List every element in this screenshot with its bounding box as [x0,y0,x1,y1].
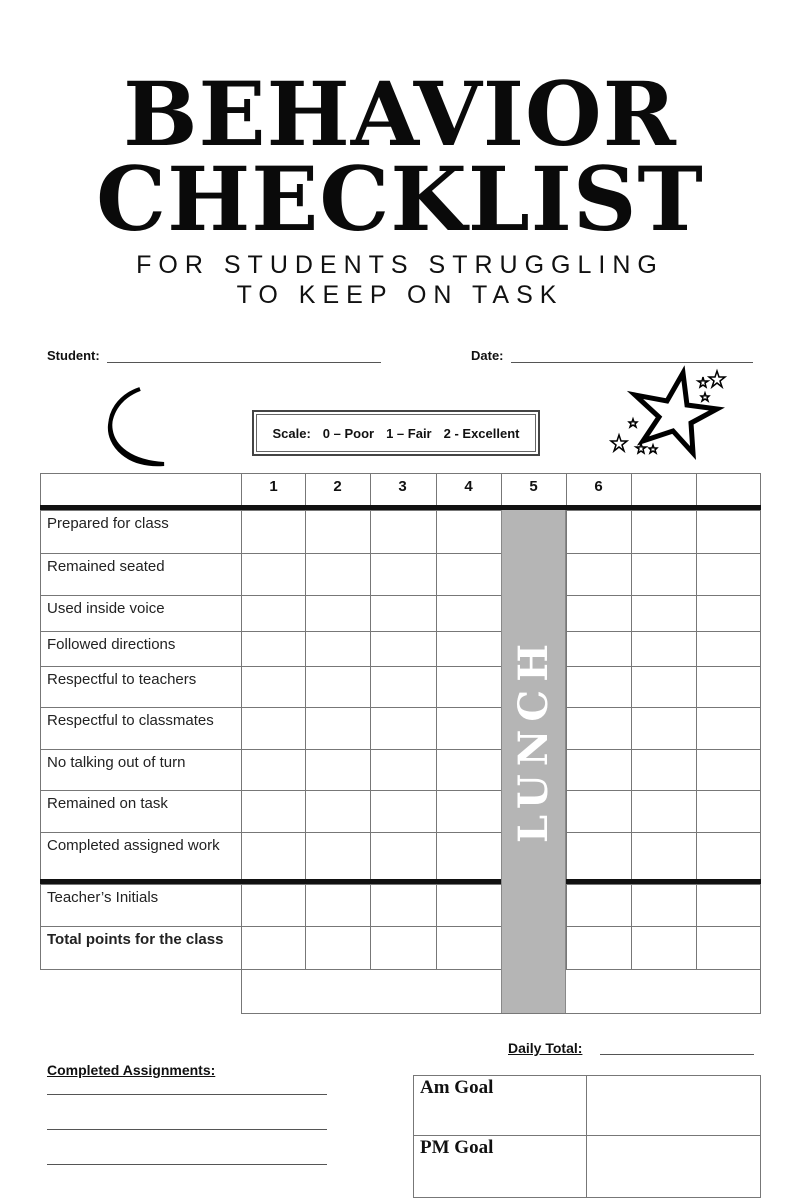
score-cell[interactable] [566,631,632,667]
date-label: Date: [471,348,504,363]
score-cell[interactable] [241,832,306,883]
initials-cell[interactable] [631,884,697,927]
date-field[interactable] [511,362,753,363]
column-header: 4 [464,478,473,495]
score-cell[interactable] [241,749,306,791]
score-cell[interactable] [370,631,437,667]
score-cell[interactable] [436,631,502,667]
score-cell[interactable] [305,832,371,883]
score-cell[interactable] [696,595,761,632]
scale-fair: 1 – Fair [386,425,432,441]
title-line-2: CHECKLIST [96,147,704,251]
score-cell[interactable] [241,707,306,750]
moon-icon [88,385,173,470]
score-cell[interactable] [631,790,697,833]
column-header: 1 [269,478,278,495]
am-goal-label: Am Goal [420,1077,494,1098]
initials-cell[interactable] [305,884,371,927]
score-cell[interactable] [241,595,306,632]
score-cell[interactable] [566,832,632,883]
header-cell [631,473,697,509]
behavior-label: Remained seated [47,558,165,575]
behavior-label: Completed assigned work [47,837,220,854]
behavior-label: Used inside voice [47,600,165,617]
score-cell[interactable] [566,790,632,833]
scale-label: Scale: [272,425,311,441]
behavior-label: Remained on task [47,795,168,812]
student-label: Student: [47,348,100,363]
score-cell[interactable] [631,666,697,708]
score-cell[interactable] [631,595,697,632]
score-cell[interactable] [696,749,761,791]
score-cell[interactable] [696,790,761,833]
score-cell[interactable] [305,790,371,833]
score-cell[interactable] [305,510,371,554]
lunch-label: LUNCH [510,636,557,844]
score-cell[interactable] [696,631,761,667]
total-cell[interactable] [305,926,371,970]
score-cell[interactable] [696,707,761,750]
am-goal-input[interactable] [586,1075,761,1136]
score-cell[interactable] [305,666,371,708]
score-cell[interactable] [241,666,306,708]
teacher-initials-label: Teacher’s Initials [47,889,159,906]
star-icon [605,365,735,460]
scale-excellent: 2 - Excellent [443,425,520,441]
score-cell[interactable] [305,707,371,750]
initials-cell[interactable] [566,884,632,927]
score-cell[interactable] [436,510,502,554]
total-cell[interactable] [566,926,632,970]
score-cell[interactable] [370,510,437,554]
initials-cell[interactable] [241,884,306,927]
initials-cell[interactable] [696,884,761,927]
header-blank-cell [40,473,242,509]
score-cell[interactable] [436,553,502,596]
score-cell[interactable] [566,595,632,632]
score-cell[interactable] [436,832,502,883]
score-cell[interactable] [370,553,437,596]
daily-total-field[interactable] [600,1054,754,1055]
assignment-line[interactable] [47,1129,327,1130]
column-header: 5 [529,478,538,495]
total-cell[interactable] [436,926,502,970]
score-cell[interactable] [436,666,502,708]
score-cell[interactable] [436,707,502,750]
title-line-1: BEHAVIOR [123,62,677,166]
footer-divider-right [566,879,761,884]
total-cell[interactable] [370,926,437,970]
score-cell[interactable] [566,510,632,554]
pm-goal-input[interactable] [586,1135,761,1198]
initials-cell[interactable] [370,884,437,927]
score-cell[interactable] [631,749,697,791]
score-cell[interactable] [370,707,437,750]
footer-divider-left [40,879,501,884]
score-cell[interactable] [370,832,437,883]
score-cell[interactable] [631,832,697,883]
score-cell[interactable] [566,553,632,596]
header-divider [40,505,761,510]
column-header: 6 [594,478,603,495]
score-cell[interactable] [696,553,761,596]
score-cell[interactable] [305,749,371,791]
daily-total-label: Daily Total: [508,1040,583,1056]
score-cell[interactable] [305,631,371,667]
behavior-label: Respectful to classmates [47,712,214,729]
assignment-line[interactable] [47,1164,327,1165]
column-header: 2 [333,478,342,495]
initials-cell[interactable] [436,884,502,927]
assignment-line[interactable] [47,1094,327,1095]
header-cell [696,473,761,509]
score-cell[interactable] [305,595,371,632]
score-cell[interactable] [436,790,502,833]
pm-goal-label: PM Goal [420,1137,494,1158]
score-cell[interactable] [696,666,761,708]
score-cell[interactable] [370,749,437,791]
score-cell[interactable] [370,790,437,833]
behavior-label: No talking out of turn [47,754,186,771]
score-cell[interactable] [566,707,632,750]
score-cell[interactable] [241,553,306,596]
score-cell[interactable] [696,832,761,883]
completed-assignments-label: Completed Assignments: [47,1062,216,1078]
score-cell[interactable] [631,707,697,750]
score-cell[interactable] [631,631,697,667]
score-cell[interactable] [241,790,306,833]
score-cell[interactable] [370,595,437,632]
score-cell[interactable] [566,749,632,791]
score-cell[interactable] [631,510,697,554]
total-cell[interactable] [631,926,697,970]
behavior-label: Prepared for class [47,515,169,532]
score-cell[interactable] [631,553,697,596]
column-header: 3 [398,478,407,495]
score-cell[interactable] [566,666,632,708]
score-cell[interactable] [241,510,306,554]
total-points-label: Total points for the class [47,931,224,948]
score-cell[interactable] [436,595,502,632]
lunch-label-wrap [501,620,566,860]
total-cell[interactable] [696,926,761,970]
scale-poor: 0 – Poor [322,425,375,441]
score-cell[interactable] [436,749,502,791]
score-cell[interactable] [305,553,371,596]
score-cell[interactable] [370,666,437,708]
score-cell[interactable] [696,510,761,554]
behavior-label: Followed directions [47,636,176,653]
subtitle-line-1: FOR STUDENTS STRUGGLING [136,251,664,279]
score-cell[interactable] [241,631,306,667]
behavior-label: Respectful to teachers [47,671,197,688]
total-cell[interactable] [241,926,306,970]
subtitle-line-2: TO KEEP ON TASK [236,281,564,309]
student-field[interactable] [107,362,381,363]
scale-box [252,410,540,456]
